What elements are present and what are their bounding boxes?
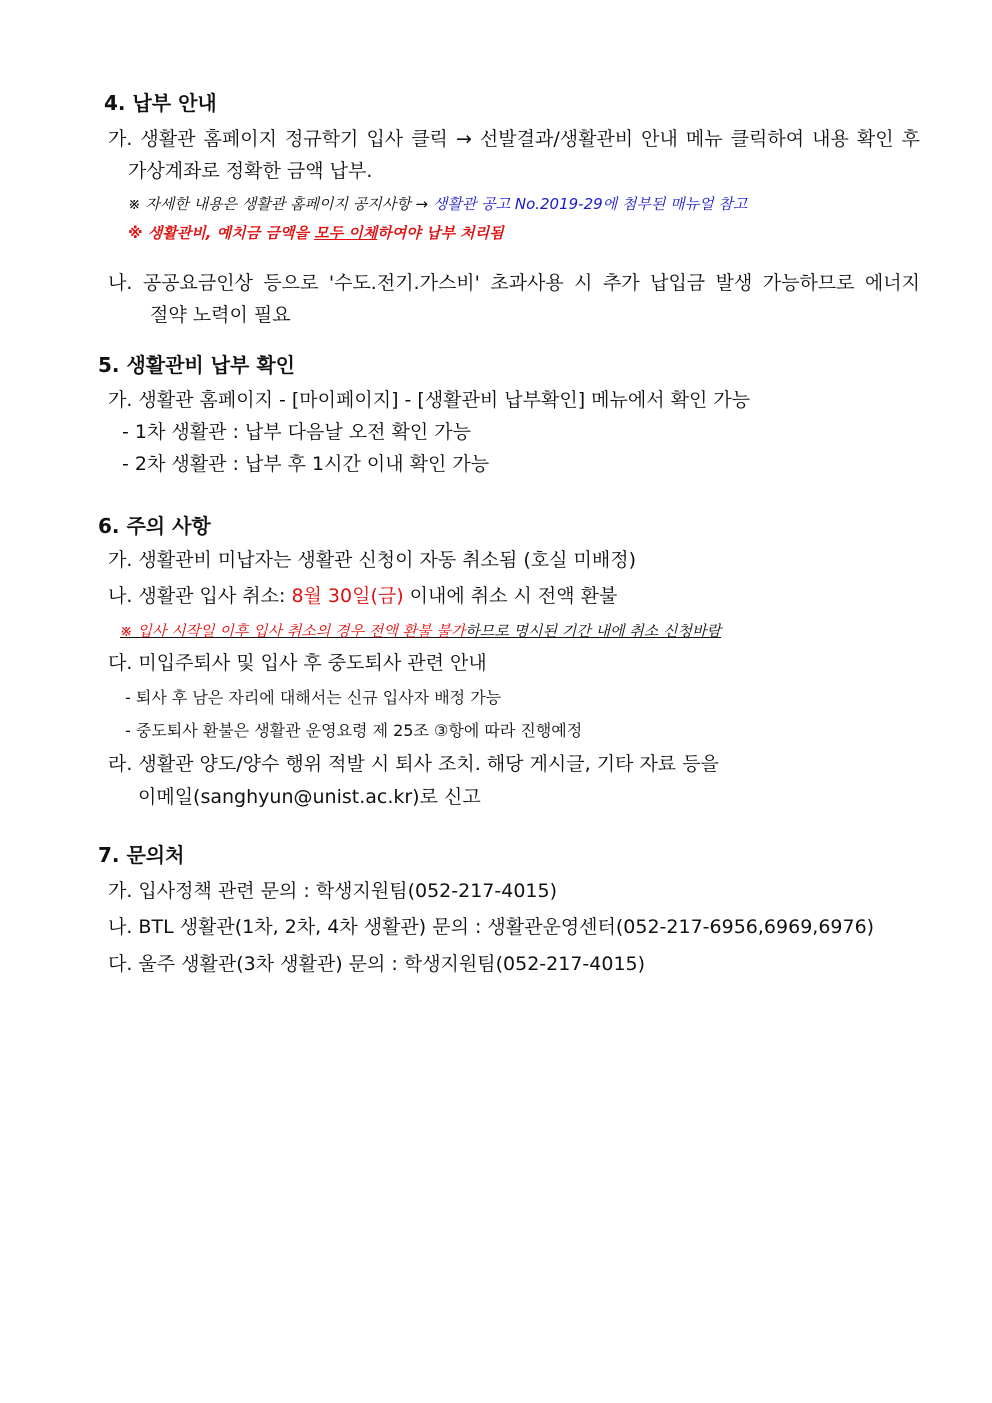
item-text: 이내에 취소 시 전액 환불 bbox=[403, 585, 618, 607]
note-emphasis: ※ 입사 시작일 이후 입사 취소의 경우 전액 환불 불가 bbox=[120, 622, 466, 640]
sec4-item-a-line1: 가. 생활관 홈페이지 정규학기 입사 클릭 → 선발결과/생활관비 안내 메뉴 클릭하여 내용 확인 후 bbox=[108, 128, 920, 150]
section-4-title: 4. 납부 안내 bbox=[104, 91, 217, 115]
cancel-deadline: 8월 30일(금) bbox=[291, 585, 404, 607]
note-text: 하여야 납부 처리됨 bbox=[377, 224, 504, 242]
sec6-note-refund bbox=[120, 618, 721, 644]
sec7-item-c: 다. 울주 생활관(3차 생활관) 문의 : 학생지원팀(052-217-4015) bbox=[108, 953, 646, 975]
sec6-detail-1: - 퇴사 후 남은 자리에 대해서는 신규 입사자 배정 가능 bbox=[125, 688, 502, 707]
sec6-item-d-line1: 라. 생활관 양도/양수 행위 적발 시 퇴사 조치. 해당 게시글, 기타 자료 등을 bbox=[108, 753, 719, 775]
sec7-item-a: 가. 입사정책 관련 문의 : 학생지원팀(052-217-4015) bbox=[108, 880, 558, 902]
section-6-title: 6. 주의 사항 bbox=[98, 514, 211, 538]
section-7-title: 7. 문의처 bbox=[98, 843, 185, 867]
sec4-item-b-line1: 나. 공공요금인상 등으로 '수도.전기.가스비' 초과사용 시 추가 납입금 발생 가능하므로 에너지 bbox=[108, 272, 920, 294]
section-5-title: 5. 생활관비 납부 확인 bbox=[98, 353, 295, 377]
note-text: 하므로 명시된 기간 내에 취소 신청바람 bbox=[465, 622, 721, 640]
sec6-item-d-line2: 이메일(sanghyun@unist.ac.kr)로 신고 bbox=[138, 786, 481, 808]
sec4-item-b-line2: 절약 노력이 필요 bbox=[150, 304, 291, 326]
sec5-detail-2: - 2차 생활관 : 납부 후 1시간 이내 확인 가능 bbox=[122, 453, 490, 475]
sec4-note-manual bbox=[128, 191, 747, 217]
sec4-item-a-line2: 가상계좌로 정확한 금액 납부. bbox=[128, 160, 373, 182]
note-emphasis: 모두 이체 bbox=[314, 224, 378, 242]
note-text: ※ 자세한 내용은 생활관 홈페이지 공지사항 → bbox=[128, 195, 433, 213]
sec7-item-b: 나. BTL 생활관(1차, 2차, 4차 생활관) 문의 : 생활관운영센터(052-217-6956,6969,6976) bbox=[108, 916, 875, 938]
sec6-detail-2: - 중도퇴사 환불은 생활관 운영요령 제 25조 ③항에 따라 진행예정 bbox=[125, 721, 583, 740]
sec6-item-b bbox=[108, 583, 617, 609]
sec4-note-transfer bbox=[128, 220, 504, 246]
sec5-item-a: 가. 생활관 홈페이지 - [마이페이지] - [생활관비 납부확인] 메뉴에서 확인 가능 bbox=[108, 389, 751, 411]
sec6-item-c: 다. 미입주퇴사 및 입사 후 중도퇴사 관련 안내 bbox=[108, 652, 487, 674]
sec5-detail-1: - 1차 생활관 : 납부 다음날 오전 확인 가능 bbox=[122, 421, 471, 443]
item-text: 나. 생활관 입사 취소: bbox=[108, 585, 292, 607]
note-text: ※ 생활관비, 예치금 금액을 bbox=[128, 224, 315, 242]
sec6-item-a: 가. 생활관비 미납자는 생활관 신청이 자동 취소됨 (호실 미배정) bbox=[108, 549, 637, 571]
notice-reference: 생활관 공고 No.2019-29에 첨부된 매뉴얼 참고 bbox=[432, 195, 748, 213]
